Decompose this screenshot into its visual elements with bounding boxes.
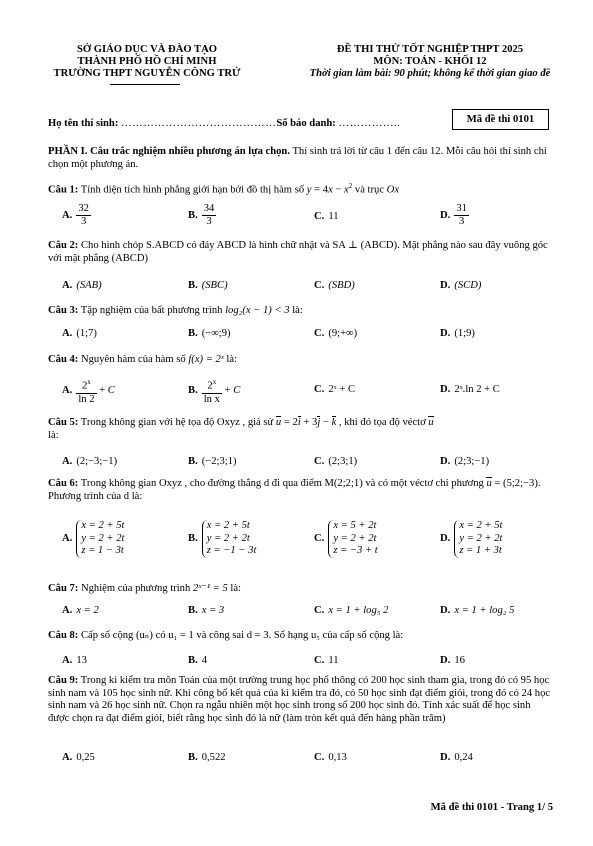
question-3: Câu 3: Tập nghiệm của bất phương trình log₂(x − 1) < 3 là: — [48, 305, 303, 316]
header-right — [286, 44, 574, 80]
exam-code-box: Mã đề thi 0101 — [452, 109, 549, 130]
part1-title: PHẦN I. Câu trắc nghiệm nhiều phương án lựa chọn. — [48, 146, 290, 157]
option-d[interactable]: D. x = 1 + log₂ 5 — [440, 605, 515, 616]
option-c[interactable]: C. 0,13 — [314, 752, 347, 763]
option-d[interactable]: D. (1;9) — [440, 328, 475, 339]
option-b[interactable]: B. (−2;3;1) — [188, 456, 237, 467]
option-a[interactable]: A.x = 2 + 5t y = 2 + 2t z = 1 − 3t — [62, 520, 125, 556]
option-d[interactable]: D. $\frac{31}{3}$ — [440, 203, 467, 227]
option-d[interactable]: D. (SCD) — [440, 280, 482, 291]
option-b[interactable]: B. (−∞;9) — [188, 328, 231, 339]
question-8: Câu 8: Cấp số cộng (uₙ) có u₁ = 1 và công sai d = 3. Số hạng u₅ của cấp số cộng là: — [48, 630, 404, 641]
option-c[interactable]: C. x = 1 + log₅ 2 — [314, 605, 389, 616]
subject: MÔN: TOÁN - KHỐI 12 — [373, 56, 487, 67]
axis-name: Ox — [386, 184, 400, 196]
page-footer: Mã đề thi 0101 - Trang 1/ 5 — [430, 802, 553, 813]
department-line2: THÀNH PHỐ HỒ CHÍ MINH — [77, 56, 217, 67]
option-c[interactable]: C. 2ˣ + C — [314, 384, 356, 395]
exam-title: ĐỀ THI THỬ TỐT NGHIỆP THPT 2025 — [336, 44, 524, 55]
option-b[interactable]: B.x = 2 + 5t y = 2 + 2t z = −1 − 3t — [188, 520, 257, 556]
option-a[interactable]: A. (1;7) — [62, 328, 97, 339]
department-line1: SỞ GIÁO DỤC VÀ ĐÀO TẠO — [77, 44, 217, 55]
option-b[interactable]: B. 4 — [188, 655, 208, 666]
option-d[interactable]: D. (2;3;−1) — [440, 456, 490, 467]
question-5: Câu 5: Trong không gian với hệ tọa độ Oxyz , giả sử u = 2i + 3j − k , khi đó tọa độ véctơ u là: — [48, 417, 434, 441]
option-b[interactable]: B. (SBC) — [188, 280, 228, 291]
candidate-info — [48, 118, 400, 129]
option-a[interactable]: A. (SAB) — [62, 280, 102, 291]
question-7: Câu 7: Nghiệm của phương trình 2ˣ⁻¹ = 5 là: — [48, 583, 241, 594]
school-underline — [110, 84, 180, 85]
question-text: Cho hình chóp S.ABCD có đáy ABCD là hình chữ nhật và SA ⊥ (ABCD). Mặt phẳng nào sau đây vuông góc với mặt phẳng (ABCD) — [48, 240, 548, 264]
header-left — [28, 44, 266, 80]
sbd-dots: …………….. — [338, 118, 401, 129]
question-text: và trục — [352, 184, 387, 196]
option-c[interactable]: C.x = 5 + 2t y = 2 + 2t z = −3 + t — [314, 520, 378, 556]
option-a[interactable]: A. (2;−3;−1) — [62, 456, 118, 467]
inequality: log₂(x − 1) < 3 — [225, 305, 290, 316]
option-b[interactable]: B. $\frac{2^x}{\text{ln x}}$ + C — [188, 378, 241, 405]
option-b[interactable]: B. 0,522 — [188, 752, 226, 763]
equation: 2ˣ⁻¹ = 5 — [192, 583, 228, 594]
part1-heading — [48, 146, 553, 171]
duration: Thời gian làm bài: 90 phút; không kể thời gian giao đề — [309, 68, 551, 79]
option-c[interactable]: C. (2;3;1) — [314, 456, 358, 467]
option-d[interactable]: D. 0,24 — [440, 752, 473, 763]
option-a[interactable]: A. 13 — [62, 655, 87, 666]
name-dots: …………………………………… — [121, 118, 277, 129]
question-4: Câu 4: Nguyên hàm của hàm số f(x) = 2ˣ là: — [48, 354, 238, 365]
option-a[interactable]: A. $\frac{32}{3}$ — [62, 203, 89, 227]
name-label: Họ tên thí sinh: — [48, 118, 119, 129]
function: f(x) = 2ˣ — [188, 354, 224, 365]
question-label: Câu 1: — [48, 184, 79, 196]
part1-instruction: Thí sinh trả lời từ câu 1 đến câu 12. Mỗi câu hỏi thí sinh chỉ chọn một phương án. — [48, 146, 547, 170]
option-d[interactable]: D. 16 — [440, 655, 465, 666]
option-c[interactable]: C. (SBD) — [314, 280, 355, 291]
school-name: TRƯỜNG THPT NGUYỄN CÔNG TRỨ — [53, 68, 241, 79]
question-text: Tính diện tích hình phẳng giới hạn bởi đồ thị hàm số — [78, 184, 307, 196]
option-c[interactable]: C. 11 — [314, 655, 339, 666]
question-1: Câu 1: Tính diện tích hình phẳng giới hạn bởi đồ thị hàm số $y = 4x - x^2$ và trục Ox — [48, 182, 400, 196]
option-d[interactable]: D. 2ˣ.ln 2 + C — [440, 384, 500, 395]
option-c[interactable]: C. (9;+∞) — [314, 328, 358, 339]
option-c[interactable]: C. 11 — [314, 211, 339, 222]
question-6: Câu 6: Trong không gian Oxyz , cho đường thẳng d đi qua điểm M(2;2;1) và có một véctơ chỉ phương u = (5;2;−3). Phương trình của d là: — [48, 478, 541, 502]
question-2: Câu 2: Cho hình chóp S.ABCD có đáy ABCD là hình chữ nhật và SA ⊥ (ABCD). Mặt phẳng nào sau đây vuông góc với mặt phẳng (ABCD) — [48, 240, 548, 264]
sbd-label: Số báo danh: — [276, 118, 336, 129]
option-d[interactable]: D.x = 2 + 5t y = 2 + 2t z = 1 + 3t — [440, 520, 503, 556]
question-9: Câu 9: Trong kì kiểm tra môn Toán của một trường trung học phổ thông có 200 học sinh tham gia, trong đó có 95 học sinh nam và 105 học sinh nữ. Khi công bố kết quả của kì kiểm tra đó, có 50 học sinh đạt điểm giỏi, trong đó có 24 học sinh nam và 26 học sinh nữ. Chọn ra ngẫu nhiên một học sinh trong số 200 học sinh đó. Tính xác suất để học sinh được chọn ra đạt điểm giỏi, biết rằng học sinh đó là nữ (làm tròn kết quả đến hàng phần trăm) — [48, 675, 551, 724]
option-b[interactable]: B. x = 3 — [188, 605, 225, 616]
option-a[interactable]: A. $\frac{2^x}{\ln 2}$ + C — [62, 378, 115, 405]
option-b[interactable]: B. $\frac{34}{3}$ — [188, 203, 215, 227]
option-a[interactable]: A. x = 2 — [62, 605, 99, 616]
option-a[interactable]: A. 0,25 — [62, 752, 95, 763]
